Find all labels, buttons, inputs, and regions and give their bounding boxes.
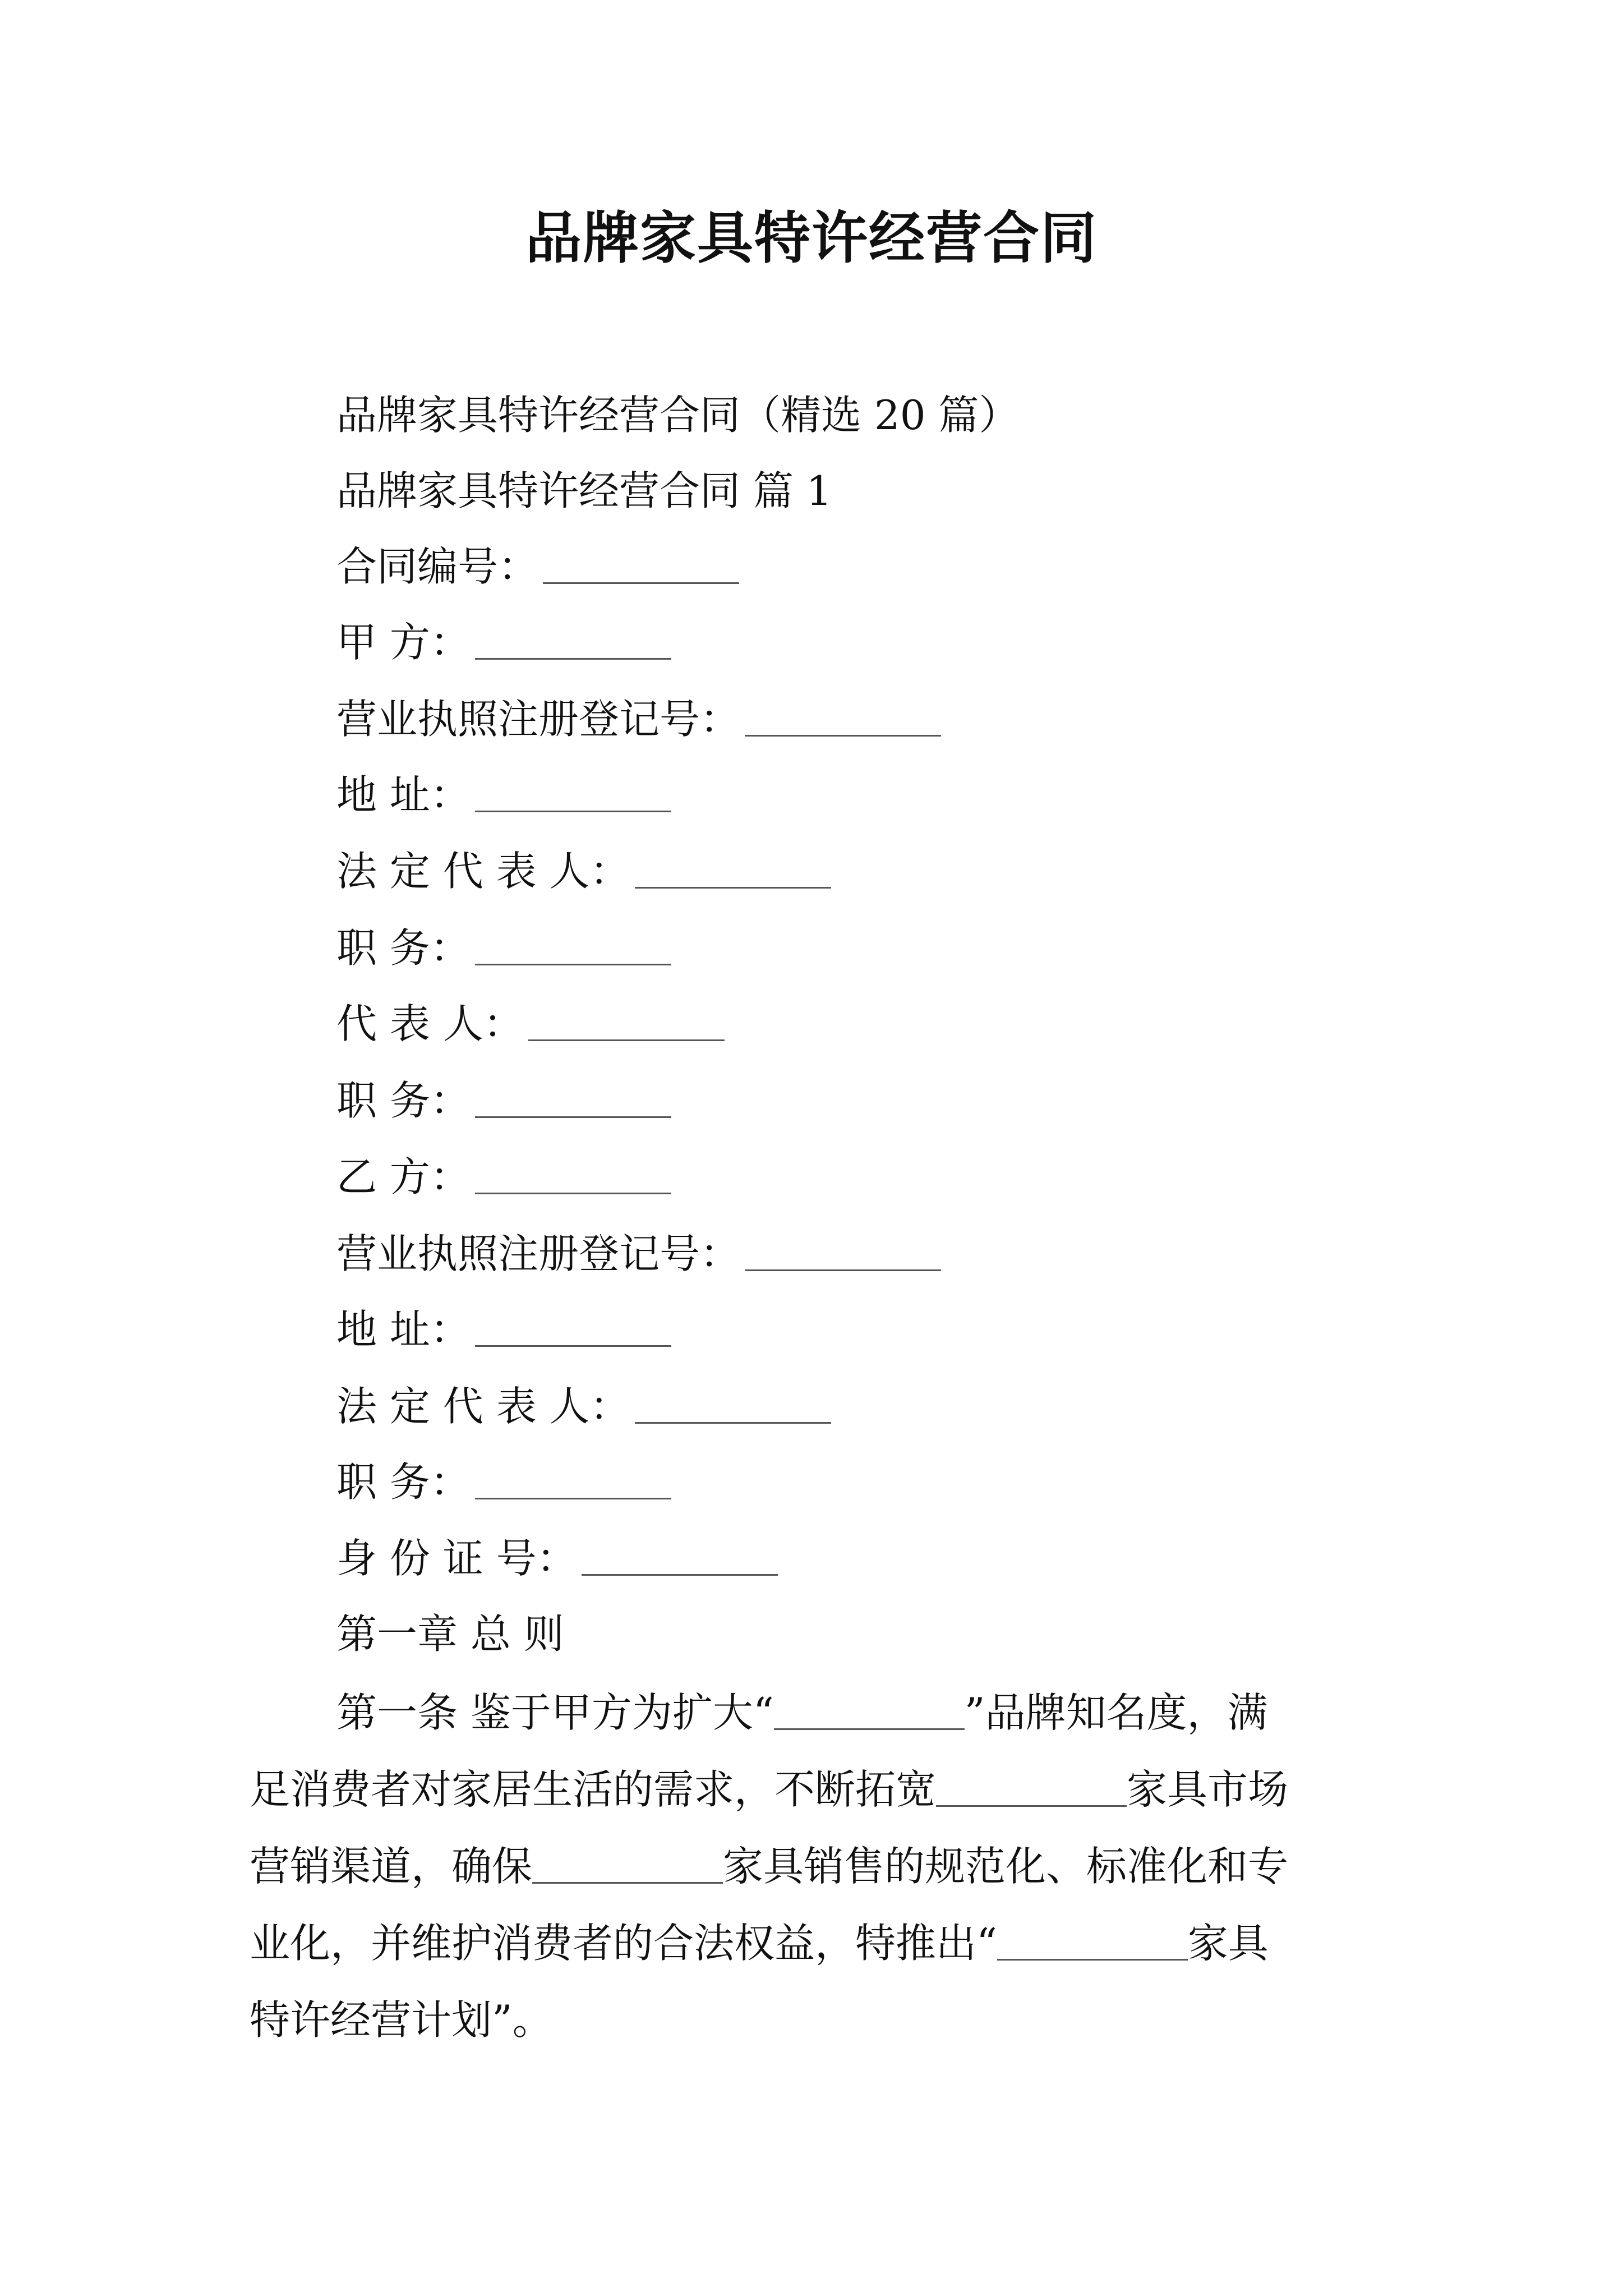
- party-b-title-label: 职 务：: [336, 1458, 471, 1506]
- party-a-license-field: [336, 691, 941, 747]
- article-1-line-4: [250, 1905, 1382, 1982]
- party-b-address-field: [336, 1301, 671, 1358]
- furniture-brand-blank: [532, 1848, 723, 1884]
- party-b-field: [336, 1149, 671, 1205]
- section-heading: 品牌家具特许经营合同 篇 1: [336, 467, 832, 514]
- market-blank: [936, 1772, 1127, 1807]
- plan-name-blank: [997, 1925, 1188, 1961]
- article-1-text-5: 营销渠道，确保: [250, 1843, 533, 1890]
- party-a-address-blank: [475, 777, 671, 812]
- article-1-line-2: [250, 1751, 1382, 1828]
- party-a-title-field: [336, 920, 671, 976]
- party-a-legal-rep-field: [336, 843, 831, 899]
- party-b-title-field: [336, 1454, 671, 1510]
- party-b-title-blank: [475, 1464, 671, 1499]
- article-1-text-7: 业化，并维护消费者的合法权益，特推出“: [250, 1920, 997, 1967]
- party-a-license-label: 营业执照注册登记号：: [336, 696, 741, 743]
- party-b-blank: [475, 1159, 671, 1194]
- article-1-text-6: 家具销售的规范化、标准化和专: [723, 1843, 1289, 1890]
- article-1-text-4: 家具市场: [1127, 1766, 1289, 1813]
- subtitle: 品牌家具特许经营合同（精选 20 篇）: [336, 392, 1020, 439]
- party-b-address-label: 地 址：: [336, 1306, 471, 1353]
- party-a-label: 甲 方：: [336, 619, 471, 666]
- party-b-legal-rep-blank: [635, 1388, 831, 1424]
- article-1-line-3: [250, 1828, 1382, 1905]
- party-b-id-blank: [582, 1540, 778, 1576]
- party-b-license-blank: [745, 1236, 941, 1271]
- article-1-text-3: 足消费者对家居生活的需求，不断拓宽: [250, 1766, 937, 1813]
- party-a-title-label: 职 务：: [336, 924, 471, 972]
- contract-number-field: [336, 539, 739, 595]
- party-b-legal-rep-label: 法 定 代 表 人：: [336, 1383, 630, 1430]
- party-a-agent-label: 代 表 人：: [336, 1000, 524, 1047]
- article-1-line-5: [250, 1982, 1382, 2059]
- party-a-legal-rep-blank: [635, 853, 831, 889]
- article-1-text-8: 家具: [1187, 1920, 1269, 1967]
- party-a-blank: [475, 624, 671, 660]
- party-a-agent-title-label: 职 务：: [336, 1077, 471, 1124]
- party-a-title-blank: [475, 930, 671, 965]
- party-a-legal-rep-label: 法 定 代 表 人：: [336, 848, 630, 895]
- party-b-legal-rep-field: [336, 1378, 831, 1434]
- article-1-text-9: 特许经营计划”。: [250, 1996, 553, 2044]
- brand-name-blank: [774, 1695, 965, 1730]
- party-b-label: 乙 方：: [336, 1153, 471, 1200]
- party-b-license-label: 营业执照注册登记号：: [336, 1230, 741, 1277]
- party-a-agent-title-blank: [475, 1083, 671, 1118]
- party-a-address-field: [336, 767, 671, 823]
- document-title: 品牌家具特许经营合同: [525, 205, 1098, 271]
- article-1-paragraph: [250, 1674, 1382, 2059]
- article-1-text-2: ”品牌知名度，满: [964, 1689, 1268, 1736]
- party-b-license-field: [336, 1226, 941, 1282]
- party-b-id-label: 身 份 证 号：: [336, 1535, 577, 1582]
- party-b-address-blank: [475, 1312, 671, 1347]
- party-a-license-blank: [745, 701, 941, 737]
- contract-number-blank: [543, 549, 739, 584]
- party-a-agent-blank: [528, 1006, 725, 1041]
- contract-number-label: 合同编号：: [336, 543, 539, 590]
- chapter-heading: 第一章 总 则: [336, 1611, 564, 1658]
- party-a-agent-field: [336, 996, 725, 1052]
- article-1-text-1: 第一条 鉴于甲方为扩大“: [336, 1689, 774, 1736]
- party-a-field: [336, 614, 671, 670]
- article-1-line-1: [250, 1674, 1382, 1751]
- party-b-id-field: [336, 1530, 778, 1586]
- party-a-address-label: 地 址：: [336, 771, 471, 818]
- party-a-agent-title-field: [336, 1073, 671, 1129]
